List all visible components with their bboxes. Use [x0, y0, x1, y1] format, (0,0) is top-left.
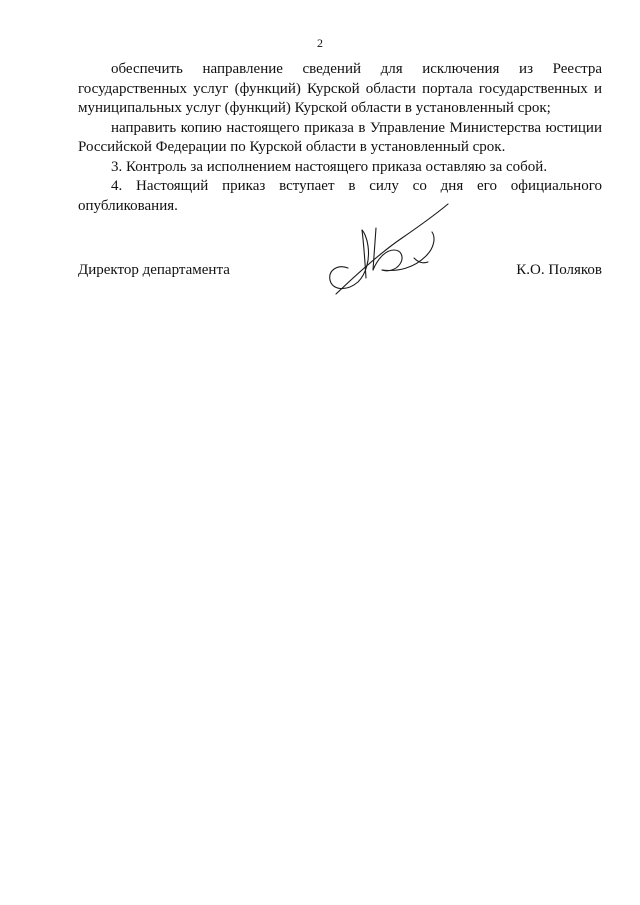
signatory-name: К.О. Поляков	[516, 262, 602, 278]
paragraph-send-copy: направить копию настоящего приказа в Управление Министерства юстиции Российской Федерации по Курской области в установленный срок.	[78, 119, 602, 155]
paragraph-effective-date: 4. Настоящий приказ вступает в силу со дня его официального опубликования.	[78, 178, 602, 214]
paragraph-control: 3. Контроль за исполнением настоящего приказа оставляю за собой.	[111, 158, 548, 175]
signatory-title: Директор департамента	[78, 262, 230, 278]
page-number: 2	[317, 36, 323, 50]
paragraph-provide-info: обеспечить направление сведений для исключения из Реестра государственных услуг (функций) Курской области портала государственных и муниципальных услуг (функций) Курской области в установленный срок;	[78, 61, 602, 116]
signature-row	[78, 262, 602, 282]
handwritten-signature	[318, 198, 463, 303]
document-body	[78, 60, 602, 216]
